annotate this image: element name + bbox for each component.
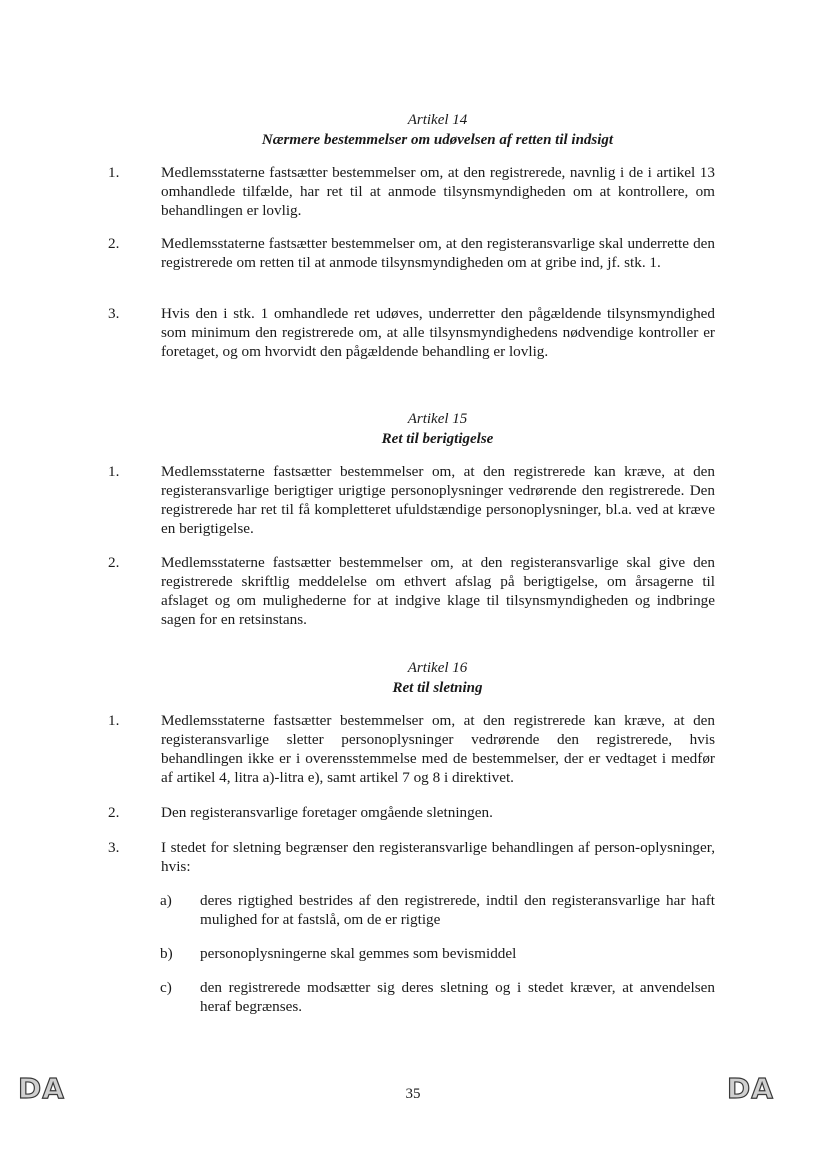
paragraph-number: 3.	[108, 305, 120, 322]
sub-item-text: personoplysningerne skal gemmes som bevismiddel	[200, 945, 517, 962]
paragraph	[108, 553, 715, 629]
article-14-heading	[160, 110, 715, 150]
sub-item-text: deres rigtighed bestrides af den registrerede, indtil den registeransvarlige har haft mulighed for at fastslå, om de er rigtige	[200, 892, 715, 928]
article-number: Artikel 14	[407, 112, 468, 128]
sub-item-letter: a)	[160, 892, 172, 909]
article-title: Nærmere bestemmelser om udøvelsen af retten til indsigt	[261, 132, 614, 148]
article-16-heading	[160, 658, 715, 698]
paragraph	[108, 838, 715, 876]
paragraph-number: 1.	[108, 463, 120, 480]
paragraph-text: Hvis den i stk. 1 omhandlede ret udøves, underretter den pågældende tilsynsmyndighed som minimum den registrerede om, at alle tilsynsmyndighedens nødvendige kontroller er foretaget, og om hvorvidt den pågældende behandling er lovlig.	[161, 305, 715, 360]
paragraph	[108, 234, 715, 272]
language-label-left: DA	[18, 1072, 65, 1105]
article-15-heading	[160, 409, 715, 449]
paragraph-text: Medlemsstaterne fastsætter bestemmelser om, at den registeransvarlige skal give den registrerede skriftlig meddelelse om ethvert afslag på berigtigelse, om årsagerne til afslaget og om mulighederne for at indgive klage til tilsynsmyndigheden og indbringe sagen for en retsinstans.	[161, 554, 715, 628]
paragraph-number: 2.	[108, 235, 120, 252]
paragraph	[108, 163, 715, 220]
sub-item	[160, 978, 715, 1016]
page-number: 35	[405, 1086, 421, 1102]
article-number: Artikel 15	[407, 411, 468, 427]
article-title: Ret til berigtigelse	[381, 431, 494, 447]
sub-item-text: den registrerede modsætter sig deres sletning og i stedet kræver, at anvendelsen heraf begrænses.	[200, 979, 715, 1015]
sub-item-letter: b)	[160, 945, 173, 962]
paragraph	[108, 711, 715, 787]
paragraph-number: 2.	[108, 804, 120, 821]
paragraph-text: Medlemsstaterne fastsætter bestemmelser om, at den registeransvarlige skal underrette den registrerede om retten til at anmode tilsynsmyndigheden om at gribe ind, jf. stk. 1.	[161, 235, 715, 271]
article-number: Artikel 16	[407, 660, 468, 676]
language-label-right: DA	[727, 1072, 774, 1105]
paragraph-text: Medlemsstaterne fastsætter bestemmelser om, at den registrerede, navnlig i de i artikel 13 omhandlede tilfælde, har ret til at anmode tilsynsmyndigheden om at kontrollere, om behandlingen er lovlig.	[161, 164, 715, 219]
article-title: Ret til sletning	[392, 680, 483, 696]
paragraph	[108, 304, 715, 361]
paragraph-text: I stedet for sletning begrænser den registeransvarlige behandlingen af person-oplysninger, hvis:	[161, 839, 715, 875]
paragraph	[108, 462, 715, 538]
sub-item	[160, 944, 715, 963]
sub-item-letter: c)	[160, 979, 172, 996]
paragraph-number: 2.	[108, 554, 120, 571]
paragraph-number: 3.	[108, 839, 120, 856]
sub-item	[160, 891, 715, 929]
paragraph	[108, 803, 715, 822]
paragraph-number: 1.	[108, 712, 120, 729]
paragraph-text: Medlemsstaterne fastsætter bestemmelser om, at den registrerede kan kræve, at den registeransvarlige sletter personoplysninger vedrørende den registrerede, hvis behandlingen ikke er i overensstemmelse med de bestemmelser, der er vedtaget i medfør af artikel 4, litra a)-litra e), samt artikel 7 og 8 i direktivet.	[161, 712, 715, 786]
paragraph-text: Medlemsstaterne fastsætter bestemmelser om, at den registrerede kan kræve, at den registeransvarlige berigtiger urigtige personoplysninger vedrørende den registrerede. Den registrerede har ret til få kompletteret ufuldstændige personoplysninger, bl.a. ved at kræve en berigtigelse.	[161, 463, 715, 537]
paragraph-text: Den registeransvarlige foretager omgående sletningen.	[161, 804, 493, 821]
paragraph-number: 1.	[108, 164, 120, 181]
